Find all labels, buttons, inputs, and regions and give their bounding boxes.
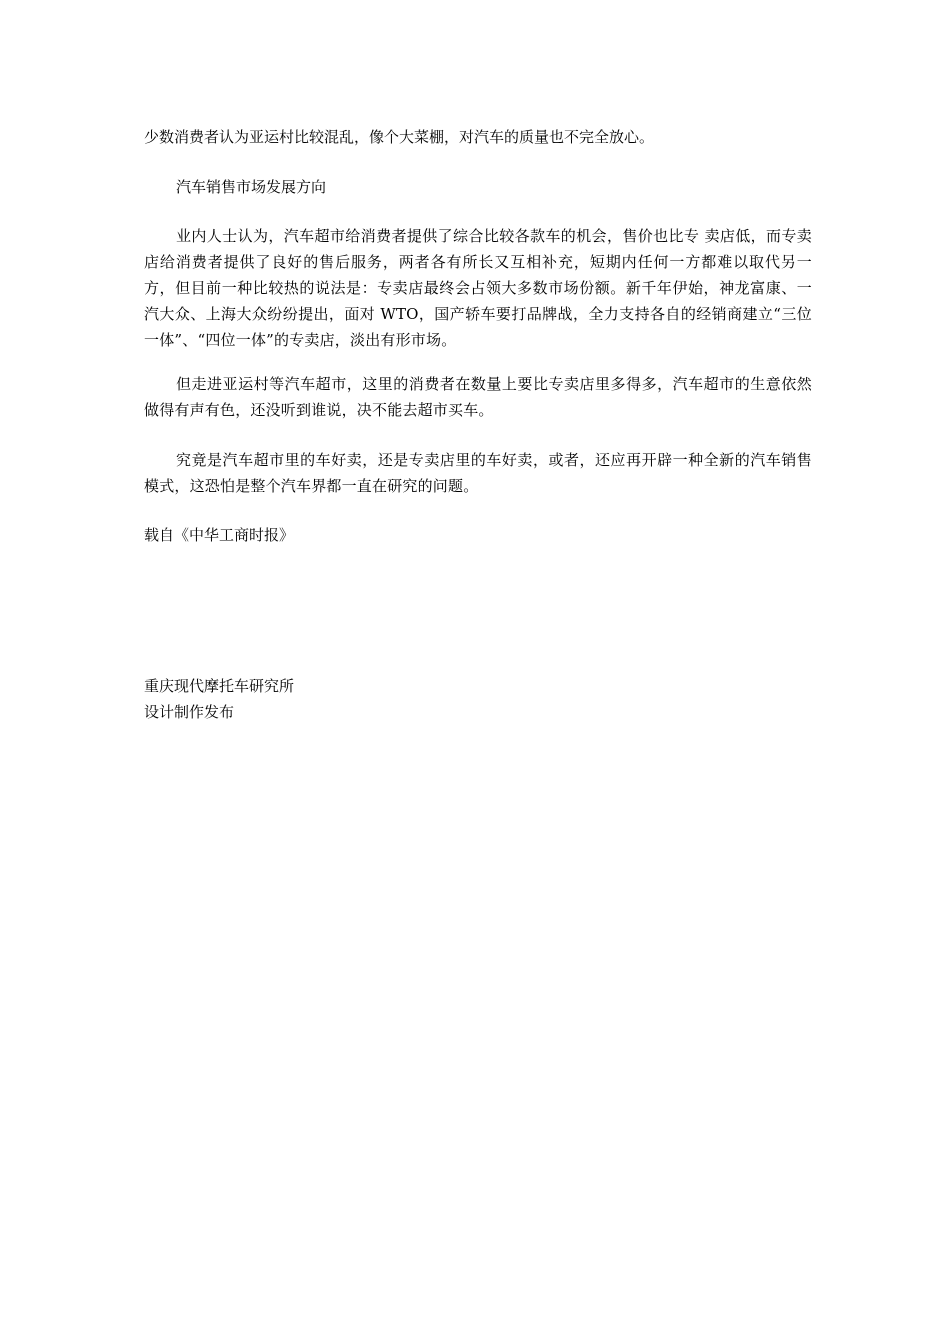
paragraph-industry-view: 业内人士认为，汽车超市给消费者提供了综合比较各款车的机会，售价也比专 卖店低，而专卖店给消费者提供了良好的售后服务，两者各有所长又互相补充，短期内任何一方都难以取代另一方，但目前一种比较热的说法是：专卖店最终会占领大多数市场份额。新千年伊始，神龙富康、一汽大众、上海大众纷纷提出，面对 WTO，国产轿车要打品牌战，全力支持各自的经销商建立“三位一体”、“四位一体”的专卖店，淡出有形市场。 [144, 227, 812, 349]
source-line: 载自《中华工商时报》 [144, 526, 295, 544]
paragraph-question: 究竟是汽车超市里的车好卖，还是专卖店里的车好卖，或者，还应再开辟一种全新的汽车销售模式，这恐怕是整个汽车界都一直在研究的问题。 [144, 451, 812, 495]
paragraph-supermarket: 但走进亚运村等汽车超市，这里的消费者在数量上要比专卖店里多得多，汽车超市的生意依然做得有声有色，还没听到谁说，决不能去超市买车。 [144, 375, 812, 419]
section-heading: 汽车销售市场发展方向 [176, 178, 327, 196]
intro-paragraph: 少数消费者认为亚运村比较混乱，像个大菜棚，对汽车的质量也不完全放心。 [144, 128, 655, 146]
publisher-credit: 设计制作发布 [144, 703, 235, 721]
publisher-name: 重庆现代摩托车研究所 [144, 677, 295, 695]
